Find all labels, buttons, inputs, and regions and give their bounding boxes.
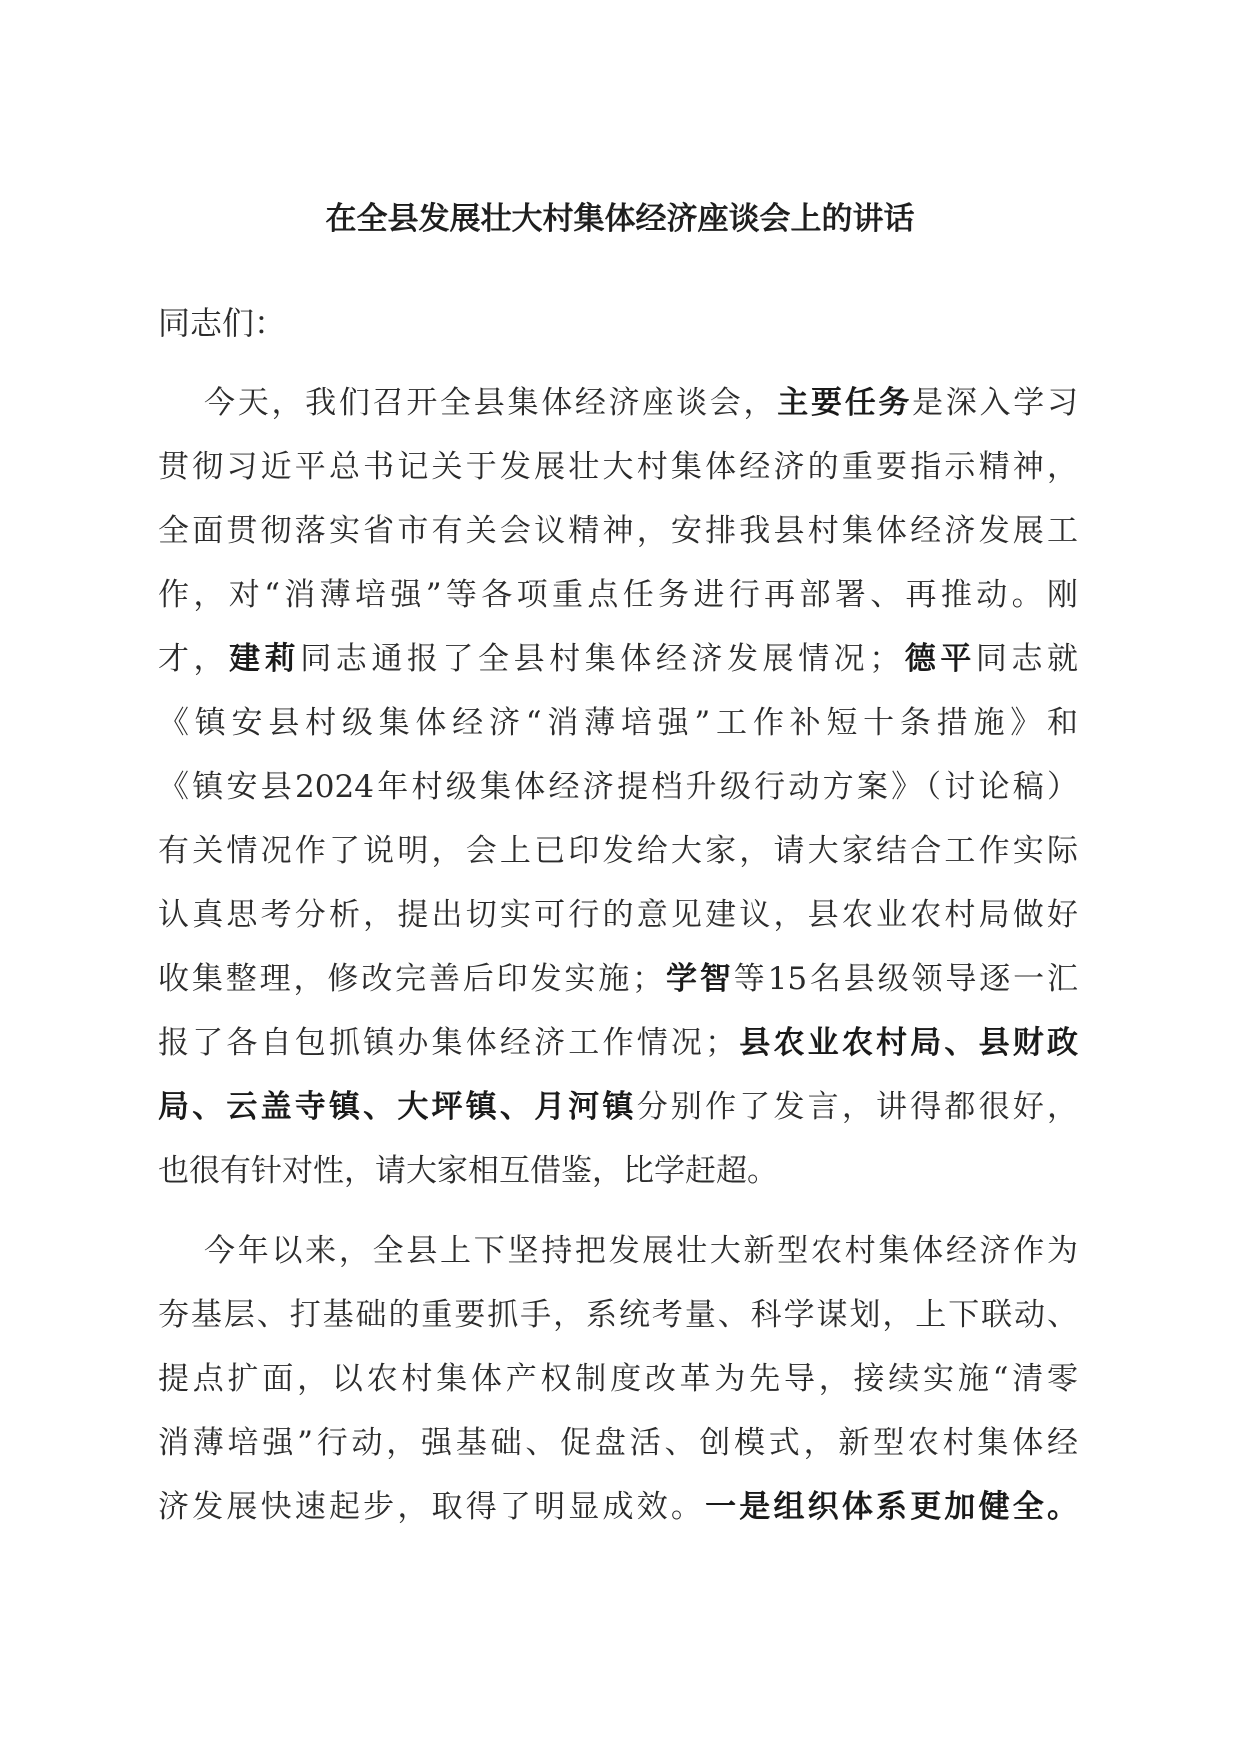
text-span: 是深入学习: [912, 385, 1079, 421]
emphasis-name-jianli: 建莉: [229, 641, 301, 677]
text-line: [204, 380, 1078, 426]
text-line: [158, 636, 1078, 682]
emphasis-point-one: 一是组织体系更加健全。: [705, 1489, 1079, 1525]
text-line: 《镇安县村级集体经济“消薄培强”工作补短十条措施》和: [158, 705, 1078, 741]
text-line: [158, 1484, 1078, 1530]
text-span: 收集整理，修改完善后印发实施；: [158, 961, 664, 997]
text-span: 分别作了发言，讲得都很好，: [636, 1089, 1079, 1125]
speech-title: 在全县发展壮大村集体经济座谈会上的讲话: [325, 201, 915, 237]
emphasis-name-deping: 德平: [900, 641, 976, 677]
text-line: 夯基层、打基础的重要抓手，系统考量、科学谋划，上下联动、: [158, 1297, 1078, 1333]
emphasis-departments: 县农业农村局、县财政: [736, 1025, 1079, 1061]
text-line: [158, 956, 1078, 1002]
text-span: 才，: [158, 641, 230, 677]
text-line: 有关情况作了说明，会上已印发给大家，请大家结合工作实际: [158, 833, 1078, 869]
text-line: [158, 1084, 1078, 1130]
text-line: 全面贯彻落实省市有关会议精神，安排我县村集体经济发展工: [158, 513, 1078, 549]
text-span: 同志就: [975, 641, 1079, 677]
text-line: 提点扩面，以农村集体产权制度改革为先导，接续实施“清零: [158, 1361, 1078, 1397]
emphasis-main-task: 主要任务: [777, 385, 913, 421]
text-span: 等15名县级领导逐一汇: [733, 961, 1078, 997]
text-line: 今年以来，全县上下坚持把发展壮大新型农村集体经济作为: [204, 1233, 1078, 1269]
salutation: 同志们：: [158, 304, 287, 342]
text-span: 报了各自包抓镇办集体经济工作情况；: [158, 1025, 737, 1061]
text-line: [158, 1020, 1078, 1066]
emphasis-name-xuezhi: 学智: [663, 961, 734, 997]
text-line: 作，对“消薄培强”等各项重点任务进行再部署、再推动。刚: [158, 577, 1078, 613]
text-span: 今天，我们召开全县集体经济座谈会，: [204, 385, 778, 421]
text-line: 认真思考分析，提出切实可行的意见建议，县农业农村局做好: [158, 897, 1078, 933]
text-line: 消薄培强”行动，强基础、促盘活、创模式，新型农村集体经: [158, 1425, 1078, 1461]
text-line: 贯彻习近平总书记关于发展壮大村集体经济的重要指示精神，: [158, 449, 1078, 485]
text-line: 《镇安县2024年村级集体经济提档升级行动方案》（讨论稿）: [158, 769, 1078, 805]
text-span: 济发展快速起步，取得了明显成效。: [158, 1489, 706, 1525]
text-line: 也很有针对性，请大家相互借鉴，比学赶超。: [158, 1153, 778, 1189]
text-span: 同志通报了全县村集体经济发展情况；: [300, 641, 901, 677]
emphasis-towns: 局、云盖寺镇、大坪镇、月河镇: [158, 1089, 637, 1125]
